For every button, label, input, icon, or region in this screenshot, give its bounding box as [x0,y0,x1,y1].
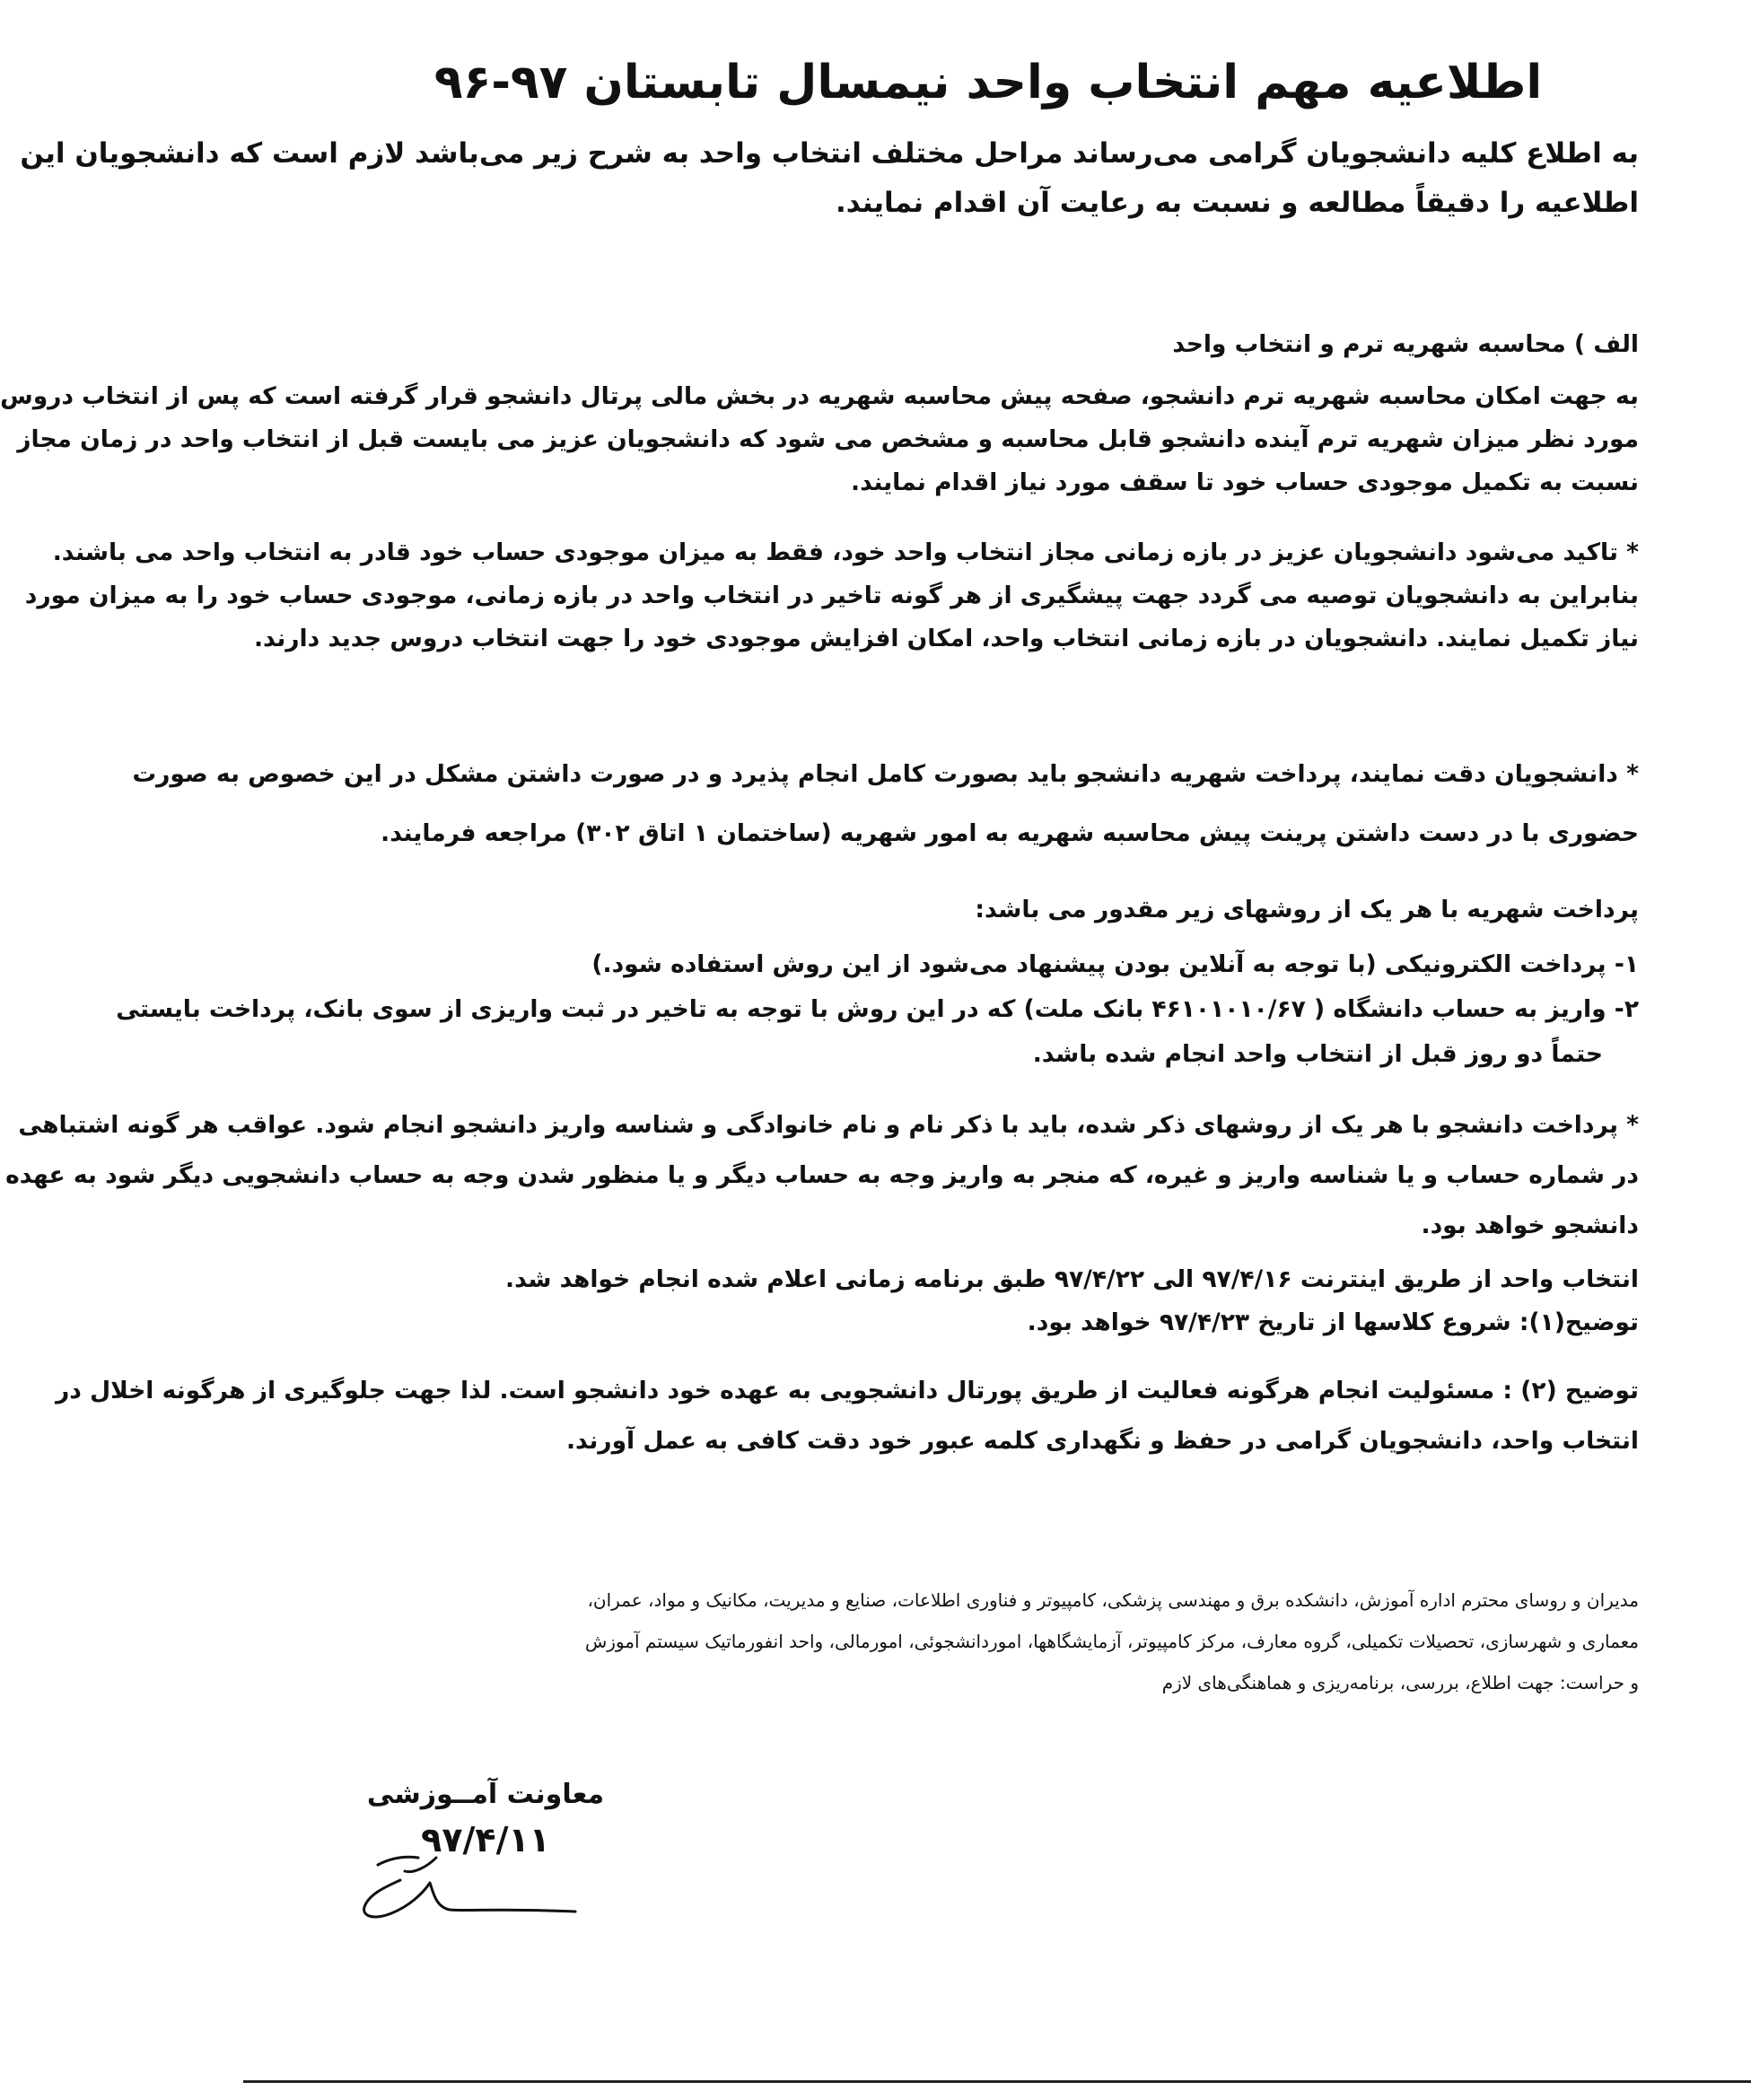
section-a-heading [324,323,1639,366]
schedule-block [324,1258,1639,1344]
section-a-paragraph [0,375,1639,504]
note-2-paragraph [132,745,1639,863]
payment-methods [116,942,1639,1077]
note-3-line: * پرداخت دانشجو با هر یک از روشهای ذکر شده، باید با ذکر نام و نام خانوادگی و شناسه واریز دانشجو انجام شود. عواقب هر گونه اشتباهی [18,1111,1639,1139]
addressees-paragraph [324,1579,1639,1703]
addressees-line: مدیران و روسای محترم اداره آموزش، دانشکده برق و مهندسی پزشکی، کامپیوتر و فناوری اطلاعات، صنایع و مدیریت، مکانیک و مواد، عمران، [587,1589,1639,1611]
payment-heading [324,888,1639,932]
remark-1: توضیح(۱): شروع کلاسها از تاریخ ۹۷/۴/۲۳ خواهد بود. [1027,1308,1639,1336]
schedule-text: انتخاب واحد از طریق اینترنت ۹۷/۴/۱۶ الی ۹۷/۴/۲۲ طبق برنامه زمانی اعلام شده انجام خواهد شد. [505,1265,1639,1293]
payment-method-1: ۱- پرداخت الکترونیکی (با توجه به آنلاین بودن پیشنهاد می‌شود از این روش استفاده شود.) [591,950,1639,978]
signature-date: ۹۷/۴/۱۱ [421,1820,550,1859]
note-1-line: بنابراین به دانشجویان توصیه می گردد جهت پیشگیری از هر گونه تاخیر در انتخاب واحد در بازه زمانی، موجودی حساب خود را به میزان مورد [24,582,1639,609]
handwritten-signature [351,1831,584,1929]
section-a-line: مورد نظر میزان شهریه ترم آینده دانشجو قابل محاسبه و مشخص می شود که دانشجویان عزیز می بایست قبل از انتخاب واحد در زمان مجاز [17,425,1639,453]
payment-method-2-cont: حتماً دو روز قبل از انتخاب واحد انجام شده باشد. [1032,1040,1603,1068]
section-a-line: به جهت امکان محاسبه شهریه ترم دانشجو، صفحه پیش محاسبه شهریه در بخش مالی پرتال دانشجو قرار گرفته است که پس از انتخاب دروس [0,382,1639,410]
note-3-line: دانشجو خواهد بود. [1421,1212,1639,1239]
section-a-title: الف ) محاسبه شهریه ترم و انتخاب واحد [1172,330,1639,358]
page-title: اطلاعیه مهم انتخاب واحد نیمسال تابستان ۹۷-۹۶ [433,56,1543,109]
addressees-line: و حراست: جهت اطلاع، بررسی، برنامه‌ریزی و هماهنگی‌های لازم [1161,1672,1639,1693]
signatory-title: معاونت آمــوزشی [366,1779,605,1810]
note-1-line: نیاز تکمیل نمایند. دانشجویان در بازه زمانی انتخاب واحد، امکان افزایش موجودی خود را جهت انتخاب دروس جدید دارند. [253,625,1639,652]
note-1-paragraph [24,531,1639,661]
note-3-paragraph [5,1100,1639,1251]
section-a-line: نسبت به تکمیل موجودی حساب خود تا سقف مورد نیاز اقدام نمایند. [851,468,1639,496]
note-2-line: * دانشجویان دقت نمایند، پرداخت شهریه دانشجو باید بصورت کامل انجام پذیرد و در صورت داشتن مشکل در این خصوص به صورت [132,760,1639,788]
payment-method-2: ۲- واریز به حساب دانشگاه ( ۴۶۱۰۱۰۱۰/۶۷ بانک ملت) که در این روش با توجه به تاخیر در ثبت واریزی از سوی بانک، پرداخت بایستی [116,995,1639,1023]
note-1-line: * تاکید می‌شود دانشجویان عزیز در بازه زمانی مجاز انتخاب واحد خود، فقط به میزان موجودی حساب خود قادر به انتخاب واحد می باشند. [52,538,1639,566]
remark-2-line: انتخاب واحد، دانشجویان گرامی در حفظ و نگهداری کلمه عبور خود دقت کافی به عمل آورند. [565,1427,1639,1455]
bottom-rule [243,2080,1751,2083]
addressees-line: معماری و شهرسازی، تحصیلات تکمیلی، گروه معارف، مرکز کامپیوتر، آزمایشگاهها، اموردانشجوئی، امورمالی، واحد انفورماتیک سیستم آموزش [584,1631,1639,1652]
intro-line: به اطلاع کلیه دانشجویان گرامی می‌رساند مراحل مختلف انتخاب واحد به شرح زیر می‌باشد لازم است که دانشجویان این [20,137,1639,170]
note-3-line: در شماره حساب و یا شناسه واریز و غیره، که منجر به واریز وجه به حساب دیگر و یا منظور شدن وجه به حساب دانشجویی دیگر شود به عهده [5,1161,1639,1189]
remark-2-line: توضیح (۲) : مسئولیت انجام هرگونه فعالیت از طریق پورتال دانشجویی به عهده خود دانشجو است. لذا جهت جلوگیری از هرگونه اخلال در [56,1377,1639,1404]
intro-line: اطلاعیه را دقیقاً مطالعه و نسبت به رعایت آن اقدام نمایند. [836,187,1639,219]
remark-2-paragraph [56,1366,1639,1466]
intro-paragraph [20,129,1639,228]
note-2-line: حضوری با در دست داشتن پرینت پیش محاسبه شهریه به امور شهریه (ساختمان ۱ اتاق ۳۰۲) مراجعه فرمایند. [381,819,1639,847]
payment-title: پرداخت شهریه با هر یک از روشهای زیر مقدور می باشد: [975,896,1639,923]
